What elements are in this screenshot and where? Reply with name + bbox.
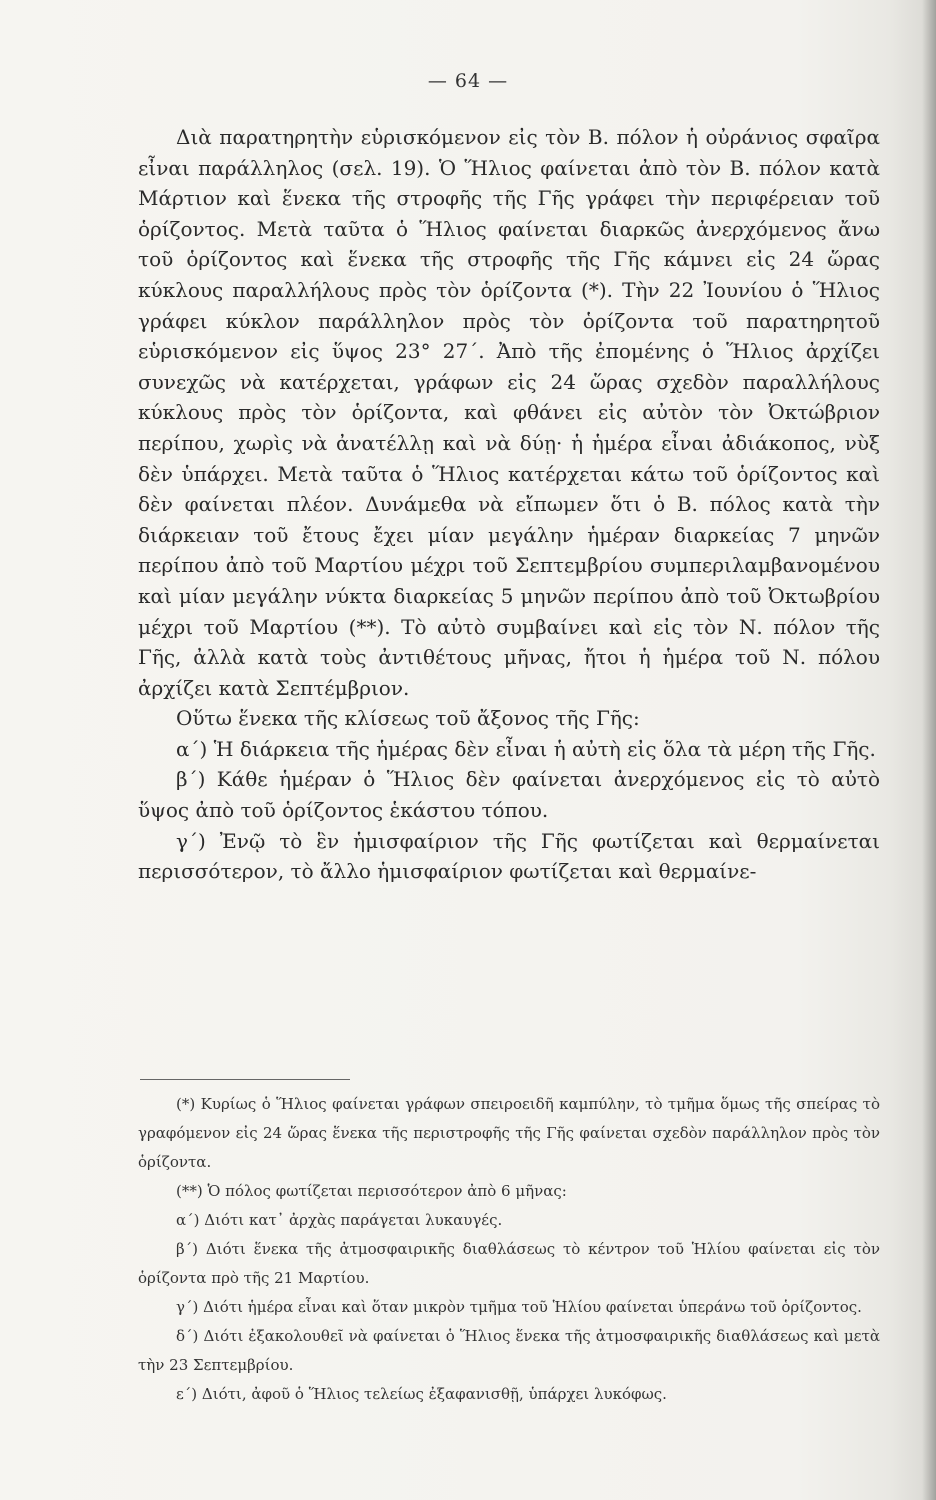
page-edge-shadow [922, 0, 936, 1500]
footnotes [138, 1090, 880, 1409]
footnote-2-c: γ΄) Διότι ἡμέρα εἶναι καὶ ὅταν μικρὸν τμῆμα τοῦ Ἡλίου φαίνεται ὑπεράνω τοῦ ὁρίζοντος. [176, 1298, 862, 1316]
footnote-2: (**) Ὁ πόλος φωτίζεται περισσότερον ἀπὸ 6 μῆνας: [176, 1182, 567, 1200]
page-number: — 64 — [427, 70, 509, 92]
paragraph-consequences-intro: Οὕτω ἕνεκα τῆς κλίσεως τοῦ ἄξονος τῆς Γῆς: [176, 706, 640, 731]
paragraph-north-pole: Διὰ παρατηρητὴν εὑρισκόμενον εἰς τὸν Β. πόλον ἡ οὐράνιος σφαῖρα εἶναι παράλληλος (σελ. 19). Ὁ Ἥλιος φαίνεται ἀπὸ τὸν Β. πόλον κατὰ Μάρτιον καὶ ἕνεκα τῆς στροφῆς τῆς Γῆς γράφει τὴν περιφέρειαν τοῦ ὁρίζοντος. Μετὰ ταῦτα ὁ Ἥλιος φαίνεται διαρκῶς ἀνερχόμενος ἄνω τοῦ ὁρίζοντος καὶ ἕνεκα τῆς στροφῆς τῆς Γῆς κάμνει εἰς 24 ὥρας κύκλους παραλλήλους πρὸς τὸν ὁρίζοντα (*). Τὴν 22 Ἰουνίου ὁ Ἥλιος γράφει κύκλον παράλληλον πρὸς τὸν ὁρίζοντα τοῦ παρατηρητοῦ εὑρισκόμενον εἰς ὕψος 23° 27΄. Ἀπὸ τῆς ἐπομένης ὁ Ἥλιος ἀρχίζει συνεχῶς νὰ κατέρχεται, γράφων εἰς 24 ὥρας σχεδὸν παραλλήλους κύκλους πρὸς τὸν ὁρίζοντα, καὶ φθάνει εἰς αὐτὸν τὸν Ὀκτώβριον περίπου, χωρὶς νὰ ἀνατέλλῃ καὶ νὰ δύῃ· ἡ ἡμέρα εἶναι ἀδιάκοπος, νὺξ δὲν ὑπάρχει. Μετὰ ταῦτα ὁ Ἥλιος κατέρχεται κάτω τοῦ ὁρίζοντος καὶ δὲν φαίνεται πλέον. Δυνάμεθα νὰ εἴπωμεν ὅτι ὁ Β. πόλος κατὰ τὴν διάρκειαν τοῦ ἔτους ἔχει μίαν μεγάλην ἡμέραν διαρκείας 7 μηνῶν περίπου ἀπὸ τοῦ Μαρτίου μέχρι τοῦ Σεπτεμβρίου συμπεριλαμβανομένου καὶ μίαν μεγάλην νύκτα διαρκείας 5 μηνῶν περίπου ἀπὸ τοῦ Ὀκτωβρίου μέχρι τοῦ Μαρτίου (**). Τὸ αὐτὸ συμβαίνει καὶ εἰς τὸν Ν. πόλον τῆς Γῆς, ἀλλὰ κατὰ τοὺς ἀντιθέτους μῆνας, ἤτοι ἡ ἡμέρα τοῦ Ν. πόλου ἀρχίζει κατὰ Σεπτέμβριον. [138, 125, 880, 700]
footnote-2-a: α΄) Διότι κατ᾽ ἀρχὰς παράγεται λυκαυγές. [176, 1211, 503, 1229]
paragraph-consequence-b: β΄) Κάθε ἡμέραν ὁ Ἥλιος δὲν φαίνεται ἀνερχόμενος εἰς τὸ αὐτὸ ὕψος ἀπὸ τοῦ ὁρίζοντος ἑκάστου τόπου. [138, 767, 880, 823]
footnote-2-e: ε΄) Διότι, ἀφοῦ ὁ Ἥλιος τελείως ἐξαφανισθῇ, ὑπάρχει λυκόφως. [176, 1385, 667, 1403]
paragraph-consequence-a: α΄) Ἡ διάρκεια τῆς ἡμέρας δὲν εἶναι ἡ αὐτὴ εἰς ὅλα τὰ μέρη τῆς Γῆς. [176, 736, 876, 761]
footnote-1: (*) Κυρίως ὁ Ἥλιος φαίνεται γράφων σπειροειδῆ καμπύλην, τὸ τμῆμα ὅμως τῆς σπείρας τὸ γραφόμενον εἰς 24 ὥρας ἕνεκα τῆς περιστροφῆς τῆς Γῆς φαίνεται σχεδὸν παράλληλον πρὸς τὸν ὁρίζοντα. [138, 1095, 880, 1171]
main-text [138, 122, 880, 887]
footnote-2-d: δ΄) Διότι ἐξακολουθεῖ νὰ φαίνεται ὁ Ἥλιος ἕνεκα τῆς ἀτμοσφαιρικῆς διαθλάσεως καὶ μετὰ τὴν 23 Σεπτεμβρίου. [138, 1327, 880, 1374]
footnote-divider [140, 1079, 350, 1080]
paragraph-consequence-c: γ΄) Ἐνῷ τὸ ἓν ἡμισφαίριον τῆς Γῆς φωτίζεται καὶ θερμαίνεται περισσότερον, τὸ ἄλλο ἡμισφαίριον φωτίζεται καὶ θερμαίνε- [138, 828, 880, 884]
footnote-2-b: β΄) Διότι ἕνεκα τῆς ἀτμοσφαιρικῆς διαθλάσεως τὸ κέντρον τοῦ Ἡλίου φαίνεται εἰς τὸν ὁρίζοντα πρὸ τῆς 21 Μαρτίου. [138, 1240, 880, 1287]
